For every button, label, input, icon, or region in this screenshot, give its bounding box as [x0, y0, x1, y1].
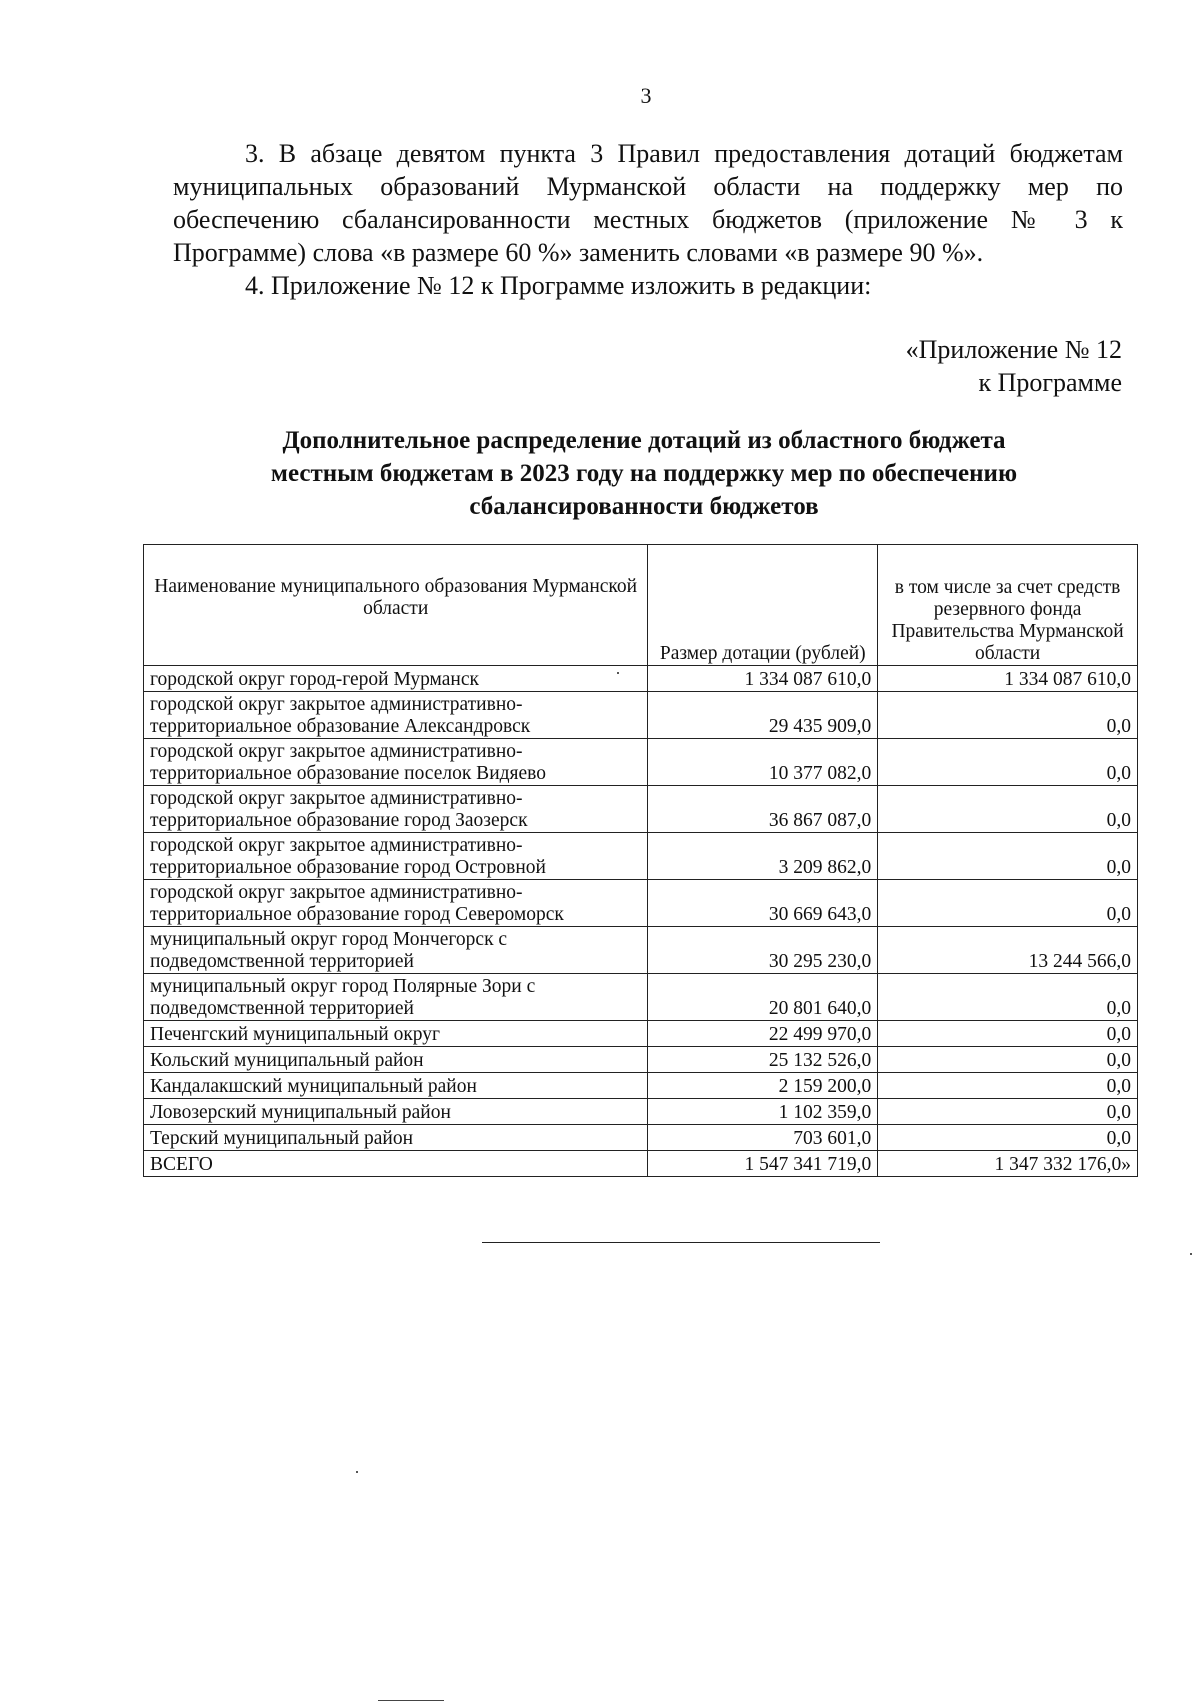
- appendix-ref-line: «Приложение № 12: [905, 335, 1122, 364]
- distribution-table: [143, 544, 1138, 1177]
- scan-speck: [617, 672, 619, 674]
- reserve-cell: 0,0: [878, 786, 1138, 833]
- table-row: [144, 974, 1138, 1021]
- appendix-reference: [906, 333, 1122, 399]
- table-total-row: [144, 1151, 1138, 1177]
- table-row: [144, 1047, 1138, 1073]
- reserve-cell: 0,0: [878, 1047, 1138, 1073]
- table-row: [144, 1125, 1138, 1151]
- reserve-cell: 0,0: [878, 1099, 1138, 1125]
- municipality-cell: городской округ закрытое административно-территориальное образование Александровск: [144, 692, 648, 739]
- reserve-cell: 0,0: [878, 1125, 1138, 1151]
- reserve-cell: 0,0: [878, 1021, 1138, 1047]
- amount-cell: 1 102 359,0: [648, 1099, 878, 1125]
- table-row: [144, 786, 1138, 833]
- scan-speck: [1190, 1253, 1192, 1255]
- amount-cell: 30 295 230,0: [648, 927, 878, 974]
- table-row: [144, 833, 1138, 880]
- table-row: [144, 692, 1138, 739]
- municipality-cell: городской округ закрытое административно-территориальное образование город Североморск: [144, 880, 648, 927]
- paragraph-3: 3. В абзаце девятом пункта 3 Правил предоставления дотаций бюджетам муниципальных образований Мурманской области на поддержку мер по обеспечению сбалансированности местных бюджетов (приложение № 3 к Программе) слова «в размере 60 %» заменить словами «в размере 90 %».: [173, 139, 1123, 267]
- reserve-cell: 1 334 087 610,0: [878, 666, 1138, 692]
- header-municipality: Наименование муниципального образования Мурманской области: [144, 545, 648, 666]
- amount-cell: 22 499 970,0: [648, 1021, 878, 1047]
- total-reserve-cell: 1 347 332 176,0»: [878, 1151, 1138, 1177]
- municipality-cell: Терский муниципальный район: [144, 1125, 648, 1151]
- table-row: [144, 1073, 1138, 1099]
- amount-cell: 10 377 082,0: [648, 739, 878, 786]
- reserve-cell: 0,0: [878, 1073, 1138, 1099]
- municipality-cell: городской округ город-герой Мурманск: [144, 666, 648, 692]
- reserve-cell: 0,0: [878, 880, 1138, 927]
- page-number: 3: [640, 83, 652, 108]
- appendix-ref-line: к Программе: [978, 368, 1122, 397]
- body-text: [173, 137, 1123, 302]
- total-label-cell: ВСЕГО: [144, 1151, 648, 1177]
- reserve-cell: 0,0: [878, 833, 1138, 880]
- municipality-cell: Ловозерский муниципальный район: [144, 1099, 648, 1125]
- table-row: [144, 1099, 1138, 1125]
- municipality-cell: Печенгский муниципальный округ: [144, 1021, 648, 1047]
- scan-speck: [356, 1471, 358, 1473]
- amount-cell: 30 669 643,0: [648, 880, 878, 927]
- municipality-cell: Кольский муниципальный район: [144, 1047, 648, 1073]
- municipality-cell: муниципальный округ город Полярные Зори с подведомственной территорией: [144, 974, 648, 1021]
- municipality-cell: муниципальный округ город Мончегорск с подведомственной территорией: [144, 927, 648, 974]
- amount-cell: 703 601,0: [648, 1125, 878, 1151]
- header-reserve-fund: в том числе за счет средств резервного фонда Правительства Мурманской области: [878, 545, 1138, 666]
- reserve-cell: 0,0: [878, 692, 1138, 739]
- end-rule: [482, 1242, 880, 1243]
- amount-cell: 20 801 640,0: [648, 974, 878, 1021]
- municipality-cell: городской округ закрытое административно-территориальное образование город Островной: [144, 833, 648, 880]
- total-amount-cell: 1 547 341 719,0: [648, 1151, 878, 1177]
- table-row: [144, 666, 1138, 692]
- municipality-cell: городской округ закрытое административно-территориальное образование город Заозерск: [144, 786, 648, 833]
- reserve-cell: 0,0: [878, 974, 1138, 1021]
- amount-cell: 25 132 526,0: [648, 1047, 878, 1073]
- amount-cell: 29 435 909,0: [648, 692, 878, 739]
- table-row: [144, 739, 1138, 786]
- amount-cell: 2 159 200,0: [648, 1073, 878, 1099]
- table-row: [144, 880, 1138, 927]
- table-title-line: местным бюджетам в 2023 году на поддержку мер по обеспечению: [270, 460, 1018, 487]
- table-row: [144, 1021, 1138, 1047]
- reserve-cell: 0,0: [878, 739, 1138, 786]
- table-title-line: сбалансированности бюджетов: [469, 493, 819, 520]
- municipality-cell: городской округ закрытое административно-территориальное образование поселок Видяево: [144, 739, 648, 786]
- table-row: [144, 927, 1138, 974]
- amount-cell: 36 867 087,0: [648, 786, 878, 833]
- municipality-cell: Кандалакшский муниципальный район: [144, 1073, 648, 1099]
- table-title: [144, 424, 1144, 523]
- reserve-cell: 13 244 566,0: [878, 927, 1138, 974]
- amount-cell: 3 209 862,0: [648, 833, 878, 880]
- amount-cell: 1 334 087 610,0: [648, 666, 878, 692]
- table-header-row: [144, 545, 1138, 666]
- paragraph-4: 4. Приложение № 12 к Программе изложить в редакции:: [245, 271, 872, 300]
- table-title-line: Дополнительное распределение дотаций из областного бюджета: [282, 427, 1006, 454]
- header-amount: Размер дотации (рублей): [648, 545, 878, 666]
- scan-mark: [378, 1700, 444, 1701]
